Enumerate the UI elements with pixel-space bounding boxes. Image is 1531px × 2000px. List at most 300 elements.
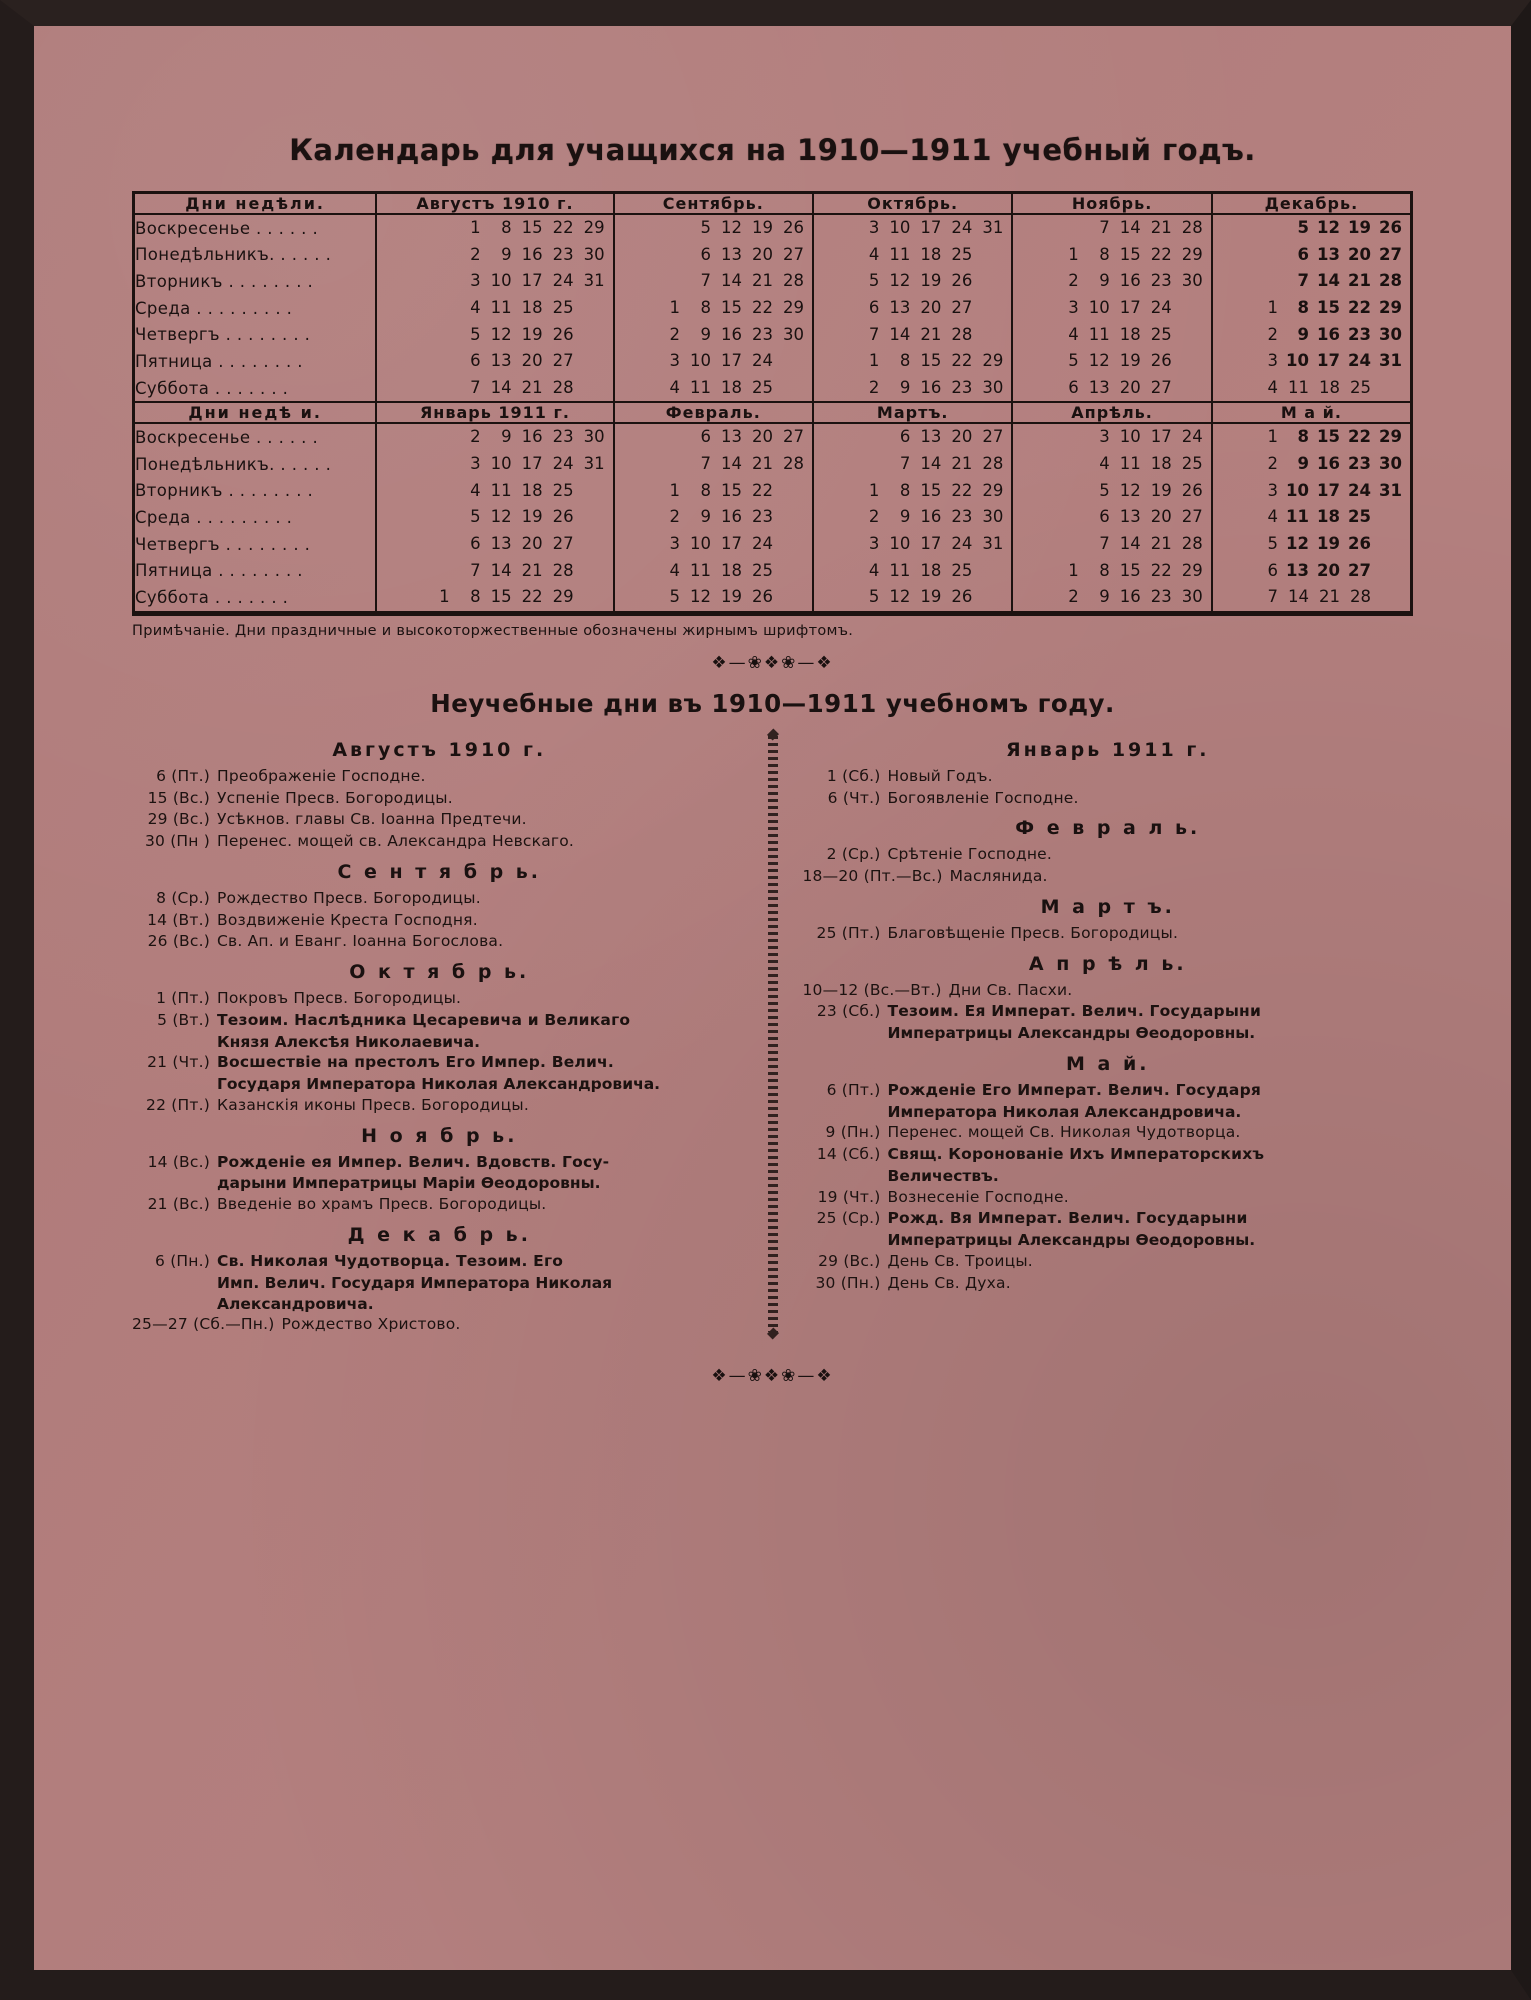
calendar-month-cell bbox=[1012, 348, 1211, 375]
holiday-date: 25 (Пт.) bbox=[816, 923, 881, 942]
holiday-entry bbox=[803, 1187, 1414, 1208]
holiday-text: Дни Св. Пасхи. bbox=[948, 980, 1073, 999]
calendar-day-number: 3 bbox=[1068, 297, 1079, 317]
holiday-date: 29 (Вс.) bbox=[818, 1252, 881, 1270]
calendar-weekday-label: Среда . . . . . . . . . bbox=[135, 298, 293, 318]
holiday-date: 8 (Ср.) bbox=[156, 888, 210, 907]
calendar-month-header: Августъ 1910 г. bbox=[376, 194, 613, 214]
calendar-day-number: 19 bbox=[521, 324, 543, 344]
calendar-day-number: 23 bbox=[752, 507, 773, 527]
calendar-day-number: 19 bbox=[1348, 218, 1371, 237]
holiday-entry bbox=[803, 1122, 1414, 1143]
calendar-month-cell bbox=[813, 322, 1012, 349]
calendar-day-number: 10 bbox=[690, 351, 711, 371]
calendar-day-number: 26 bbox=[1348, 533, 1371, 553]
calendar-day-number: 11 bbox=[1119, 454, 1141, 473]
calendar-day-number bbox=[976, 271, 1007, 292]
holiday-month-heading: А п р ѣ л ь. bbox=[1028, 952, 1187, 975]
calendar-day-number: 9 bbox=[899, 507, 911, 527]
calendar-day-number: 15 bbox=[920, 351, 942, 371]
calendar-month-cell bbox=[813, 478, 1012, 505]
calendar-day-number: 5 bbox=[669, 587, 680, 607]
calendar-day-number: 31 bbox=[1379, 480, 1402, 500]
calendar-day-number: 27 bbox=[1379, 244, 1402, 264]
holiday-date: 21 (Вс.) bbox=[147, 1195, 210, 1214]
calendar-month-cell bbox=[1212, 295, 1410, 322]
calendar-month-cell bbox=[813, 295, 1012, 322]
document-sheet bbox=[36, 28, 1509, 1968]
holiday-date: 19 (Чт.) bbox=[817, 1187, 881, 1206]
calendar-day-number: 14 bbox=[1119, 218, 1141, 237]
holiday-date: 25—27 (Сб.—Пн.) bbox=[132, 1315, 275, 1334]
calendar-day-number: 6 bbox=[899, 427, 911, 447]
calendar-row bbox=[135, 451, 1410, 478]
calendar-day-number: 7 bbox=[1297, 271, 1309, 291]
calendar-row bbox=[135, 268, 1410, 295]
calendar-day-number: 6 bbox=[1267, 560, 1278, 580]
calendar-day-number: 9 bbox=[700, 507, 711, 527]
calendar-day-number: 23 bbox=[1150, 587, 1172, 607]
holiday-text: Богоявленіе Господне. bbox=[887, 788, 1079, 807]
holiday-text: Успеніе Пресв. Богородицы. bbox=[217, 788, 453, 807]
holiday-month-heading: Ф е в р а л ь. bbox=[1015, 817, 1201, 840]
calendar-day-number: 4 bbox=[1267, 377, 1278, 397]
calendar-day-number bbox=[777, 378, 808, 399]
calendar-day-number bbox=[653, 245, 684, 266]
calendar-day-number: 26 bbox=[783, 218, 804, 237]
calendar-day-number: 4 bbox=[669, 377, 680, 397]
holiday-date: 1 (Пт.) bbox=[156, 989, 210, 1008]
calendar-day-number: 11 bbox=[1288, 377, 1309, 397]
calendar-day-number: 7 bbox=[700, 454, 711, 473]
calendar-day-number: 30 bbox=[1379, 324, 1402, 344]
calendar-day-number bbox=[423, 507, 454, 528]
calendar-day-number: 5 bbox=[868, 271, 880, 291]
calendar-day-number: 24 bbox=[1181, 427, 1203, 447]
calendar-day-number: 13 bbox=[1317, 244, 1340, 264]
calendar-day-number bbox=[653, 427, 684, 448]
calendar-day-number: 9 bbox=[501, 244, 512, 264]
calendar-table-wrapper bbox=[132, 191, 1413, 616]
holiday-month-heading: Н о я б р ь. bbox=[361, 1124, 518, 1147]
calendar-day-number: 7 bbox=[470, 560, 481, 580]
holiday-date: 6 (Пт.) bbox=[156, 766, 210, 785]
calendar-month-cell bbox=[813, 504, 1012, 531]
calendar-day-number: 7 bbox=[868, 324, 880, 344]
calendar-month-cell bbox=[813, 451, 1012, 478]
calendar-day-number: 5 bbox=[1068, 351, 1079, 371]
holiday-entry bbox=[803, 923, 1414, 944]
calendar-day-number bbox=[976, 245, 1007, 266]
calendar-month-cell bbox=[1212, 322, 1410, 349]
calendar-day-number bbox=[1052, 507, 1083, 528]
calendar-month-cell bbox=[1012, 214, 1211, 242]
calendar-month-cell bbox=[1012, 451, 1211, 478]
holiday-text: Св. Николая Чудотворца. Тезоим. Его bbox=[217, 1252, 564, 1270]
holiday-date: 23 (Сб.) bbox=[816, 1002, 881, 1021]
calendar-day-number: 14 bbox=[889, 324, 911, 344]
holiday-text: Рожд. Вя Императ. Велич. Государыни bbox=[887, 1209, 1248, 1228]
holiday-text: Рождество Христово. bbox=[281, 1315, 461, 1334]
calendar-month-cell bbox=[1012, 423, 1211, 451]
calendar-month-cell bbox=[614, 268, 813, 295]
calendar-month-cell bbox=[376, 295, 613, 322]
holiday-text-continued: Величествъ. bbox=[887, 1166, 999, 1185]
calendar-day-number: 9 bbox=[501, 427, 512, 447]
calendar-day-number: 26 bbox=[1379, 218, 1402, 237]
calendar-day-number: 6 bbox=[868, 297, 880, 317]
calendar-day-number: 9 bbox=[1099, 271, 1110, 291]
calendar-day-number bbox=[976, 298, 1007, 319]
calendar-day-number: 7 bbox=[1267, 587, 1278, 607]
calendar-row bbox=[135, 584, 1410, 612]
calendar-weekday-header: Дни недѣли. bbox=[135, 194, 376, 214]
calendar-day-number: 12 bbox=[721, 218, 742, 237]
calendar-day-number: 19 bbox=[920, 271, 942, 291]
calendar-month-cell bbox=[614, 531, 813, 558]
calendar-month-cell bbox=[1012, 375, 1211, 403]
calendar-month-cell bbox=[1212, 348, 1410, 375]
calendar-day-number: 30 bbox=[982, 507, 1004, 527]
holiday-text: Перенес. мощей Св. Николая Чудотворца. bbox=[887, 1123, 1241, 1142]
calendar-day-number: 7 bbox=[700, 271, 711, 291]
calendar-day-number: 1 bbox=[439, 587, 450, 607]
calendar-month-cell bbox=[614, 214, 813, 242]
calendar-month-cell bbox=[813, 584, 1012, 612]
calendar-day-number bbox=[653, 271, 684, 292]
calendar-month-cell bbox=[614, 451, 813, 478]
calendar-weekday-label: Пятница . . . . . . . . bbox=[135, 351, 303, 371]
calendar-day-number bbox=[777, 481, 808, 502]
calendar-day-number: 2 bbox=[669, 324, 680, 344]
calendar-month-cell bbox=[614, 348, 813, 375]
calendar-day-number: 2 bbox=[1068, 587, 1079, 607]
holiday-month-heading: М а й. bbox=[1066, 1052, 1150, 1075]
calendar-day-number bbox=[578, 561, 609, 582]
holiday-entry bbox=[132, 1194, 747, 1215]
calendar-day-number: 6 bbox=[1068, 377, 1079, 397]
calendar-day-number: 29 bbox=[982, 351, 1004, 371]
calendar-day-number: 31 bbox=[1379, 351, 1402, 371]
calendar-day-number: 6 bbox=[470, 351, 481, 371]
calendar-day-number: 27 bbox=[1150, 377, 1172, 397]
calendar-day-number bbox=[653, 218, 684, 239]
calendar-day-number bbox=[1251, 218, 1282, 239]
calendar-day-number: 28 bbox=[552, 377, 574, 397]
calendar-day-number bbox=[423, 561, 454, 582]
calendar-month-header: Сентябрь. bbox=[614, 194, 813, 214]
calendar-day-number: 25 bbox=[552, 297, 574, 317]
calendar-weekday-label: Вторникъ . . . . . . . . bbox=[135, 272, 314, 292]
holiday-month-heading: Д е к а б р ь. bbox=[347, 1224, 531, 1246]
calendar-day-number: 28 bbox=[1181, 533, 1203, 553]
calendar-day-number: 2 bbox=[868, 507, 880, 527]
holiday-text: Рождество Пресв. Богородицы. bbox=[217, 888, 481, 907]
calendar-day-number: 1 bbox=[669, 297, 680, 317]
calendar-day-number: 1 bbox=[470, 218, 481, 237]
calendar-day-number bbox=[578, 298, 609, 319]
holiday-text: Рожденіе ея Импер. Велич. Вдовств. Госу- bbox=[217, 1152, 610, 1171]
holiday-entry bbox=[132, 1095, 747, 1116]
holiday-entry bbox=[803, 788, 1414, 809]
holiday-entry bbox=[803, 844, 1414, 865]
calendar-day-number: 26 bbox=[951, 587, 973, 607]
calendar-day-number: 18 bbox=[920, 244, 942, 264]
calendar-month-cell bbox=[1212, 423, 1410, 451]
calendar-day-number: 1 bbox=[868, 480, 880, 500]
calendar-day-number: 27 bbox=[783, 427, 804, 447]
calendar-day-number: 21 bbox=[1150, 218, 1172, 237]
calendar-day-number bbox=[1375, 378, 1406, 399]
holiday-text: День Св. Духа. bbox=[887, 1273, 1011, 1292]
calendar-day-number: 14 bbox=[490, 377, 512, 397]
holiday-month-heading: О к т я б р ь. bbox=[349, 961, 530, 984]
calendar-day-number: 29 bbox=[1379, 297, 1402, 317]
section-title-holidays: Неучебные дни въ 1910—1911 учебномъ году. bbox=[430, 688, 1115, 718]
holiday-text: Новый Годъ. bbox=[887, 766, 993, 785]
calendar-day-number: 11 bbox=[490, 480, 512, 500]
calendar-month-cell bbox=[813, 531, 1012, 558]
calendar-day-number: 9 bbox=[1297, 324, 1309, 344]
holiday-date: 14 (Вс.) bbox=[147, 1152, 210, 1171]
calendar-day-number: 8 bbox=[470, 587, 481, 607]
calendar-day-number: 2 bbox=[669, 507, 680, 527]
holiday-text: Вознесеніе Господне. bbox=[887, 1187, 1069, 1206]
calendar-day-number: 16 bbox=[920, 507, 942, 527]
calendar-day-number: 22 bbox=[1150, 560, 1172, 580]
calendar-row bbox=[135, 214, 1410, 242]
calendar-day-number bbox=[1052, 481, 1083, 502]
calendar-day-number: 26 bbox=[1181, 480, 1203, 500]
calendar-day-number: 15 bbox=[721, 480, 742, 500]
calendar-day-number: 30 bbox=[583, 244, 605, 264]
calendar-day-number: 22 bbox=[951, 480, 973, 500]
calendar-row bbox=[135, 478, 1410, 505]
calendar-day-number: 7 bbox=[1099, 218, 1110, 237]
calendar-day-number: 4 bbox=[669, 560, 680, 580]
holiday-entry bbox=[132, 788, 747, 809]
calendar-day-number: 3 bbox=[669, 351, 680, 371]
calendar-day-number: 30 bbox=[783, 324, 804, 344]
holiday-entry bbox=[803, 1208, 1414, 1229]
calendar-day-number: 18 bbox=[521, 480, 543, 500]
calendar-month-header: Мартъ. bbox=[813, 402, 1012, 423]
holidays-column-right bbox=[773, 730, 1414, 1336]
calendar-day-number: 17 bbox=[721, 533, 742, 553]
holiday-text: Срѣтеніе Господне. bbox=[887, 845, 1053, 864]
calendar-day-number: 24 bbox=[1348, 480, 1371, 500]
holiday-text: Маслянида. bbox=[949, 867, 1048, 886]
calendar-month-cell bbox=[376, 375, 613, 403]
holiday-date: 25 (Ср.) bbox=[816, 1209, 881, 1228]
calendar-day-number bbox=[1052, 454, 1083, 475]
calendar-month-cell bbox=[614, 423, 813, 451]
calendar-day-number: 30 bbox=[1181, 271, 1203, 291]
calendar-day-number: 31 bbox=[583, 271, 605, 291]
holiday-text: Введеніе во храмъ Пресв. Богородицы. bbox=[217, 1195, 547, 1214]
holiday-text-continued: Императрицы Александры Ѳеодоровны. bbox=[887, 1024, 1256, 1043]
holiday-date: 6 (Пн.) bbox=[155, 1252, 210, 1270]
calendar-day-number: 22 bbox=[1150, 244, 1172, 264]
holiday-text: Восшествіе на престолъ Его Импер. Велич. bbox=[217, 1053, 614, 1072]
calendar-day-number: 12 bbox=[889, 587, 911, 607]
holiday-entry bbox=[132, 1010, 747, 1031]
holiday-text-continued: Императора Николая Александровича. bbox=[887, 1102, 1242, 1121]
calendar-month-cell bbox=[1012, 322, 1211, 349]
calendar-month-cell bbox=[1012, 558, 1211, 585]
calendar-day-number: 28 bbox=[783, 454, 804, 473]
calendar-day-number: 21 bbox=[1348, 271, 1371, 291]
calendar-day-number: 16 bbox=[920, 377, 942, 397]
calendar-day-number: 23 bbox=[951, 377, 973, 397]
holiday-date: 30 (Пн.) bbox=[815, 1273, 881, 1292]
calendar-day-number bbox=[976, 325, 1007, 346]
calendar-day-number bbox=[1176, 378, 1207, 399]
calendar-day-number: 8 bbox=[1297, 427, 1309, 447]
calendar-day-number: 24 bbox=[1348, 351, 1371, 371]
calendar-day-number: 13 bbox=[721, 427, 742, 447]
calendar-day-number: 5 bbox=[868, 587, 880, 607]
calendar-day-number: 25 bbox=[752, 377, 773, 397]
calendar-day-number: 13 bbox=[889, 297, 911, 317]
calendar-day-number bbox=[1052, 534, 1083, 555]
column-divider-rule bbox=[768, 736, 778, 1332]
calendar-day-number bbox=[423, 454, 454, 475]
calendar-day-number: 16 bbox=[1317, 454, 1340, 473]
holiday-text: Перенес. мощей св. Александра Невскаго. bbox=[217, 832, 575, 851]
calendar-day-number: 12 bbox=[889, 271, 911, 291]
calendar-day-number: 1 bbox=[1267, 297, 1278, 317]
calendar-day-number bbox=[976, 561, 1007, 582]
holiday-text: Тезоим. Наслѣдника Цесаревича и Великаго bbox=[217, 1010, 631, 1029]
calendar-day-number: 10 bbox=[1286, 480, 1309, 500]
calendar-day-number: 8 bbox=[700, 480, 711, 500]
ornament-divider-top: ❖—❀❖❀—❖ bbox=[711, 652, 834, 673]
holiday-date: 18—20 (Пт.—Вс.) bbox=[802, 867, 943, 886]
calendar-day-number bbox=[578, 507, 609, 528]
calendar-day-number bbox=[1176, 325, 1207, 346]
calendar-month-header: Январь 1911 г. bbox=[376, 402, 613, 423]
calendar-row bbox=[135, 423, 1410, 451]
calendar-day-number bbox=[1052, 218, 1083, 239]
calendar-day-number: 8 bbox=[899, 480, 911, 500]
calendar-day-number: 25 bbox=[552, 480, 574, 500]
calendar-day-number: 6 bbox=[470, 533, 481, 553]
calendar-day-number: 4 bbox=[1068, 324, 1079, 344]
holiday-month-heading: С е н т я б р ь. bbox=[337, 860, 542, 883]
calendar-day-number: 14 bbox=[490, 560, 512, 580]
calendar-day-number: 18 bbox=[721, 377, 742, 397]
calendar-day-number: 8 bbox=[501, 218, 512, 237]
ornament-divider-bottom: ❖—❀❖❀—❖ bbox=[711, 1366, 834, 1387]
calendar-weekday-label: Вторникъ . . . . . . . . bbox=[135, 481, 314, 501]
calendar-day-number: 4 bbox=[470, 480, 481, 500]
calendar-month-cell bbox=[1212, 268, 1410, 295]
holiday-text: Рожденіе Его Императ. Велич. Государя bbox=[887, 1080, 1262, 1099]
calendar-row bbox=[135, 295, 1410, 322]
calendar-day-number: 1 bbox=[1068, 244, 1079, 264]
calendar-day-number bbox=[423, 427, 454, 448]
calendar-day-number: 5 bbox=[1297, 218, 1309, 237]
calendar-day-number: 19 bbox=[721, 587, 742, 607]
calendar-day-number: 24 bbox=[752, 533, 773, 553]
calendar-day-number: 28 bbox=[783, 271, 804, 291]
holiday-date: 6 (Пт.) bbox=[826, 1080, 881, 1099]
holiday-entry bbox=[803, 1144, 1414, 1165]
calendar-day-number: 23 bbox=[951, 507, 973, 527]
calendar-day-number: 9 bbox=[1297, 454, 1309, 473]
calendar-day-number: 6 bbox=[1099, 507, 1110, 527]
calendar-month-cell bbox=[376, 242, 613, 269]
calendar-weekday-label: Воскресенье . . . . . . bbox=[135, 428, 319, 448]
calendar-day-number: 1 bbox=[868, 351, 880, 371]
calendar-table bbox=[135, 194, 1410, 613]
calendar-day-number: 1 bbox=[669, 480, 680, 500]
holiday-entry bbox=[803, 980, 1414, 1001]
calendar-day-number: 4 bbox=[868, 560, 880, 580]
calendar-day-number: 30 bbox=[1379, 454, 1402, 473]
calendar-weekday-label: Четвергъ . . . . . . . . bbox=[135, 325, 311, 345]
calendar-day-number: 30 bbox=[1181, 587, 1203, 607]
holiday-text: Покровъ Пресв. Богородицы. bbox=[217, 989, 462, 1008]
calendar-day-number: 11 bbox=[690, 377, 711, 397]
holiday-text-continued: Князя Алексѣя Николаевича. bbox=[217, 1032, 480, 1051]
calendar-day-number: 25 bbox=[1150, 324, 1172, 344]
calendar-day-number: 22 bbox=[1348, 427, 1371, 447]
calendar-day-number: 26 bbox=[752, 587, 773, 607]
calendar-day-number: 18 bbox=[920, 560, 942, 580]
calendar-day-number: 14 bbox=[721, 454, 742, 473]
calendar-day-number: 20 bbox=[521, 351, 543, 371]
calendar-day-number: 22 bbox=[1348, 297, 1371, 317]
holiday-text-continued: Государя Императора Николая Александровича. bbox=[217, 1075, 661, 1094]
calendar-month-cell bbox=[614, 478, 813, 505]
calendar-day-number: 23 bbox=[1348, 324, 1371, 344]
calendar-day-number: 5 bbox=[700, 218, 711, 237]
calendar-weekday-label: Четвергъ . . . . . . . . bbox=[135, 534, 311, 554]
calendar-day-number: 11 bbox=[490, 297, 512, 317]
calendar-day-number: 8 bbox=[899, 351, 911, 371]
holiday-date: 30 (Пн ) bbox=[144, 832, 210, 851]
calendar-day-number: 14 bbox=[1288, 587, 1309, 607]
holiday-entry bbox=[132, 988, 747, 1009]
calendar-day-number: 20 bbox=[1150, 507, 1172, 527]
calendar-row bbox=[135, 504, 1410, 531]
calendar-month-cell bbox=[614, 295, 813, 322]
calendar-row bbox=[135, 531, 1410, 558]
calendar-day-number: 15 bbox=[721, 297, 742, 317]
calendar-day-number: 23 bbox=[752, 324, 773, 344]
calendar-day-number: 20 bbox=[752, 244, 773, 264]
calendar-weekday-label: Понедѣльникъ. . . . . . bbox=[135, 245, 332, 265]
calendar-month-cell bbox=[1012, 504, 1211, 531]
calendar-day-number: 20 bbox=[920, 297, 942, 317]
calendar-month-cell bbox=[1212, 214, 1410, 242]
holiday-date: 22 (Пт.) bbox=[146, 1095, 210, 1114]
holiday-date: 6 (Чт.) bbox=[827, 788, 881, 807]
calendar-day-number: 17 bbox=[920, 533, 942, 553]
calendar-day-number: 2 bbox=[1267, 454, 1278, 473]
calendar-day-number: 5 bbox=[470, 324, 481, 344]
calendar-day-number bbox=[578, 351, 609, 372]
holiday-date: 14 (Сб.) bbox=[816, 1145, 881, 1164]
calendar-day-number bbox=[777, 587, 808, 608]
calendar-day-number: 19 bbox=[920, 587, 942, 607]
calendar-day-number: 2 bbox=[1068, 271, 1079, 291]
calendar-month-cell bbox=[813, 214, 1012, 242]
calendar-month-cell bbox=[376, 584, 613, 612]
calendar-day-number: 21 bbox=[1319, 587, 1340, 607]
